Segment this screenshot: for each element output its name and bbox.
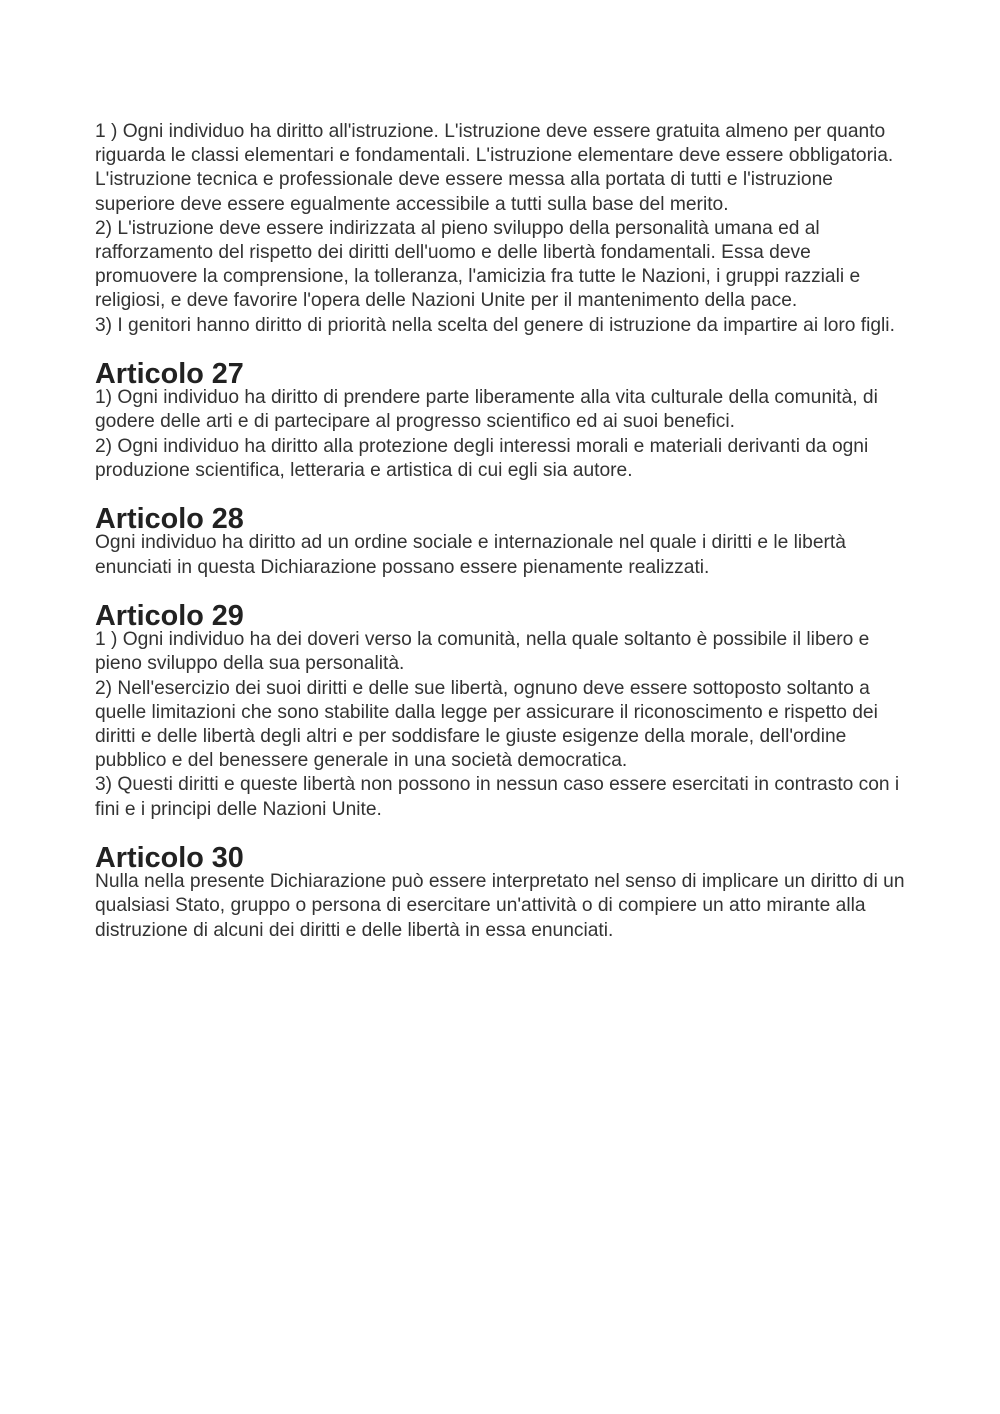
article-27-paragraph-2: 2) Ogni individuo ha diritto alla protezione degli interessi morali e materiali derivanti da ogni produzione scientifica, letteraria e artistica di cui egli sia autore. [95,435,869,481]
article-27-paragraph-1: 1) Ogni individuo ha diritto di prendere parte liberamente alla vita culturale della comunità, di godere delle arti e di partecipare al progresso scientifico ed ai suoi benefici. [95,387,878,433]
document-page [95,120,905,943]
article-27-heading: Articolo 27 [95,358,244,391]
article-29-paragraph-1: 1 ) Ogni individuo ha dei doveri verso la comunità, nella quale soltanto è possibile il libero e pieno sviluppo della sua personalità. [95,629,870,675]
article-26-paragraph-2: 2) L'istruzione deve essere indirizzata al pieno sviluppo della personalità umana ed al rafforzamento del rispetto dei diritti dell'uomo e delle libertà fondamentali. Essa deve promuovere la comprensione, la tolleranza, l'amicizia fra tutte le Nazioni, i gruppi razziali e religiosi, e deve favorire l'opera delle Nazioni Unite per il mantenimento della pace. [95,217,861,312]
article-29-paragraph-2: 2) Nell'esercizio dei suoi diritti e delle sue libertà, ognuno deve essere sottoposto soltanto a quelle limitazioni che sono stabilite dalla legge per assicurare il riconoscimento e rispetto dei diritti e delle libertà degli altri e per soddisfare le giuste esigenze della morale, dell'ordine pubblico e del benessere generale in una società democratica. [95,677,878,772]
article-26-paragraph-1: 1 ) Ogni individuo ha diritto all'istruzione. L'istruzione deve essere gratuita almeno per quanto riguarda le classi elementari e fondamentali. L'istruzione elementare deve essere obbligatoria. L'istruzione tecnica e professionale deve essere messa alla portata di tutti e l'istruzione superiore deve essere egualmente accessibile a tutti sulla base del merito. [95,121,894,215]
article-26-paragraph-3: 3) I genitori hanno diritto di priorità nella scelta del genere di istruzione da impartire ai loro figli. [95,314,895,336]
article-29-heading: Articolo 29 [95,600,244,633]
article-28-paragraph-1: Ogni individuo ha diritto ad un ordine sociale e internazionale nel quale i diritti e le libertà enunciati in questa Dichiarazione possano essere pienamente realizzati. [95,532,846,578]
article-30-heading: Articolo 30 [95,842,244,875]
article-28-heading: Articolo 28 [95,503,244,536]
article-29-paragraph-3: 3) Questi diritti e queste libertà non possono in nessun caso essere esercitati in contrasto con i fini e i principi delle Nazioni Unite. [95,774,900,820]
article-30-paragraph-1: Nulla nella presente Dichiarazione può essere interpretato nel senso di implicare un diritto di un qualsiasi Stato, gruppo o persona di esercitare un'attività o di compiere un atto mirante alla distruzione di alcuni dei diritti e delle libertà in essa enunciati. [95,871,905,941]
